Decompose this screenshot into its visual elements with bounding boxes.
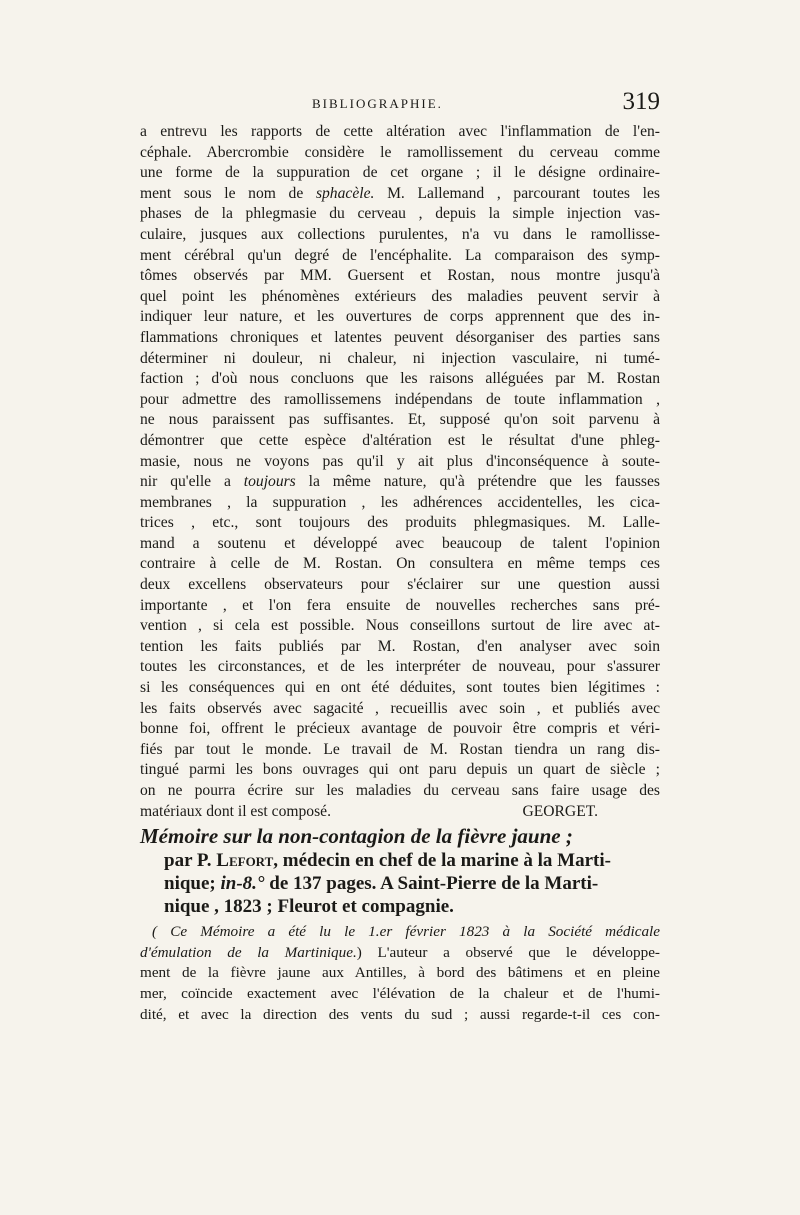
book-title-entry [140,824,660,918]
text-line: fiés par tout le monde. Le travail de M. Rostan tiendra un rang dis- [140,740,660,758]
italic-term: toujours [243,473,296,491]
note-text [140,922,660,1025]
review-text [140,122,660,822]
text-line: une forme de la suppuration de cet organe ; il le désigne ordinaire- [140,164,660,182]
text-line: mer, coïncide exactement avec l'élévation de la chaleur et de l'humi- [140,984,660,1002]
book-page [140,88,660,1025]
text-line: flammations chroniques et latentes peuvent désorganiser des parties sans [140,328,660,346]
text-line: indiquer leur nature, et les ouvertures de corps apprennent que des in- [140,308,660,326]
text-line: pour admettre des ramollissemens indépendans de toute inflammation , [140,390,660,408]
text-line: trices , etc., sont toujours des produits phlegmasiques. M. Lalle- [140,514,660,532]
text-line: ( Ce Mémoire a été lu le 1.er février 1823 à la Société médicale [152,923,660,941]
text-line: ment sous le nom de sphacèle. M. Lallemand , parcourant toutes les [140,184,660,202]
text-line: nir qu'elle a toujours la même nature, qu'à prétendre que les fausses [140,473,660,491]
text-line: toutes les circonstances, et de les interpréter de nouveau, pour s'assurer [140,658,660,676]
text-line: les faits observés avec sagacité , recueillis avec soin , et publiés avec [140,699,660,717]
italic-term: sphacèle. [315,184,375,202]
title-line: nique; in-8.° de 137 pages. A Saint-Pierre de la Marti- [164,873,599,895]
text-line: ne nous paraissent pas suffisantes. Et, supposé qu'on soit parvenu à [140,411,660,429]
text-line: phases de la phlegmasie du cerveau , depuis la simple injection vas- [140,205,660,223]
text-line: membranes , la suppuration , les adhérences accidentelles, les cica- [140,493,660,511]
author-name: Lefort [216,850,274,872]
text-line: importante , et l'on fera ensuite de nouvelles recherches sans pré- [140,596,660,614]
text-line: faction ; d'où nous concluons que les raisons alléguées par M. Rostan [140,370,660,388]
text-line: vention , si cela est possible. Nous conseillons surtout de lire avec at- [140,617,660,635]
page-header [140,88,660,122]
text-line: on ne pourra écrire sur les maladies du cerveau sans faire usage des [140,782,660,799]
text-line: ment cérébral qu'un degré de l'encéphalite. La comparaison des symp- [140,246,660,264]
text-line: tômes observés par MM. Guersent et Rostan, nous montre jusqu'à [140,267,660,285]
text-line: culaire, jusques aux collections purulentes, n'a vu dans le ramollisse- [140,225,660,243]
page-number: 319 [622,88,660,115]
text-line: ment de la fièvre jaune aux Antilles, à bord des bâtimens et en pleine [140,964,660,982]
text-line: deux excellens observateurs pour s'éclairer sur une question aussi [140,576,660,594]
text-line: masie, nous ne voyons pas qu'il y ait plus d'inconséquence à soute- [140,452,660,470]
text-line: tingué parmi les bons ouvrages qui ont paru depuis un quart de siècle ; [140,761,660,779]
text-line: mand a soutenu et développé avec beaucoup de talent l'opinion [140,534,660,552]
text-line: bonne foi, offrent le précieux avantage de pouvoir être compris et véri- [140,720,660,738]
text-line: quel point les phénomènes extérieurs des maladies peuvent servir à [140,287,660,305]
text-line: a entrevu les rapports de cette altération avec l'inflammation de l'en- [140,123,660,140]
text-line: dité, et avec la direction des vents du sud ; aussi regarde-t-il ces con- [140,1005,660,1023]
running-head: BIBLIOGRAPHIE. [312,96,443,111]
text-line: si les conséquences qui en ont été déduites, sont toutes bien légitimes : [140,679,660,697]
signature: GEORGET. [522,802,598,820]
text-line: déterminer ni douleur, ni chaleur, ni injection vasculaire, ni tumé- [140,349,660,367]
text-line: tention les faits publiés par M. Rostan, d'en analyser avec soin [140,637,660,655]
book-title: Mémoire sur la non-contagion de la fièvre jaune ; [140,824,573,849]
book-details [140,849,660,918]
text-line: d'émulation de la Martinique.) L'auteur a observé que le développe- [140,943,660,961]
text-line: céphale. Abercrombie considère le ramollissement du cerveau comme [140,143,660,161]
text-line: contraire à celle de M. Rostan. On consultera en même temps ces [140,555,660,573]
title-line: par P. Lefort, médecin en chef de la marine à la Marti- [164,850,611,872]
text-line: démontrer que cette espèce d'altération est le résultat d'une phleg- [140,431,660,449]
text-line: matériaux dont il est composé. GEORGET. [140,802,660,823]
format: in-8.° [220,873,265,895]
title-line: nique , 1823 ; Fleurot et compagnie. [164,896,454,918]
